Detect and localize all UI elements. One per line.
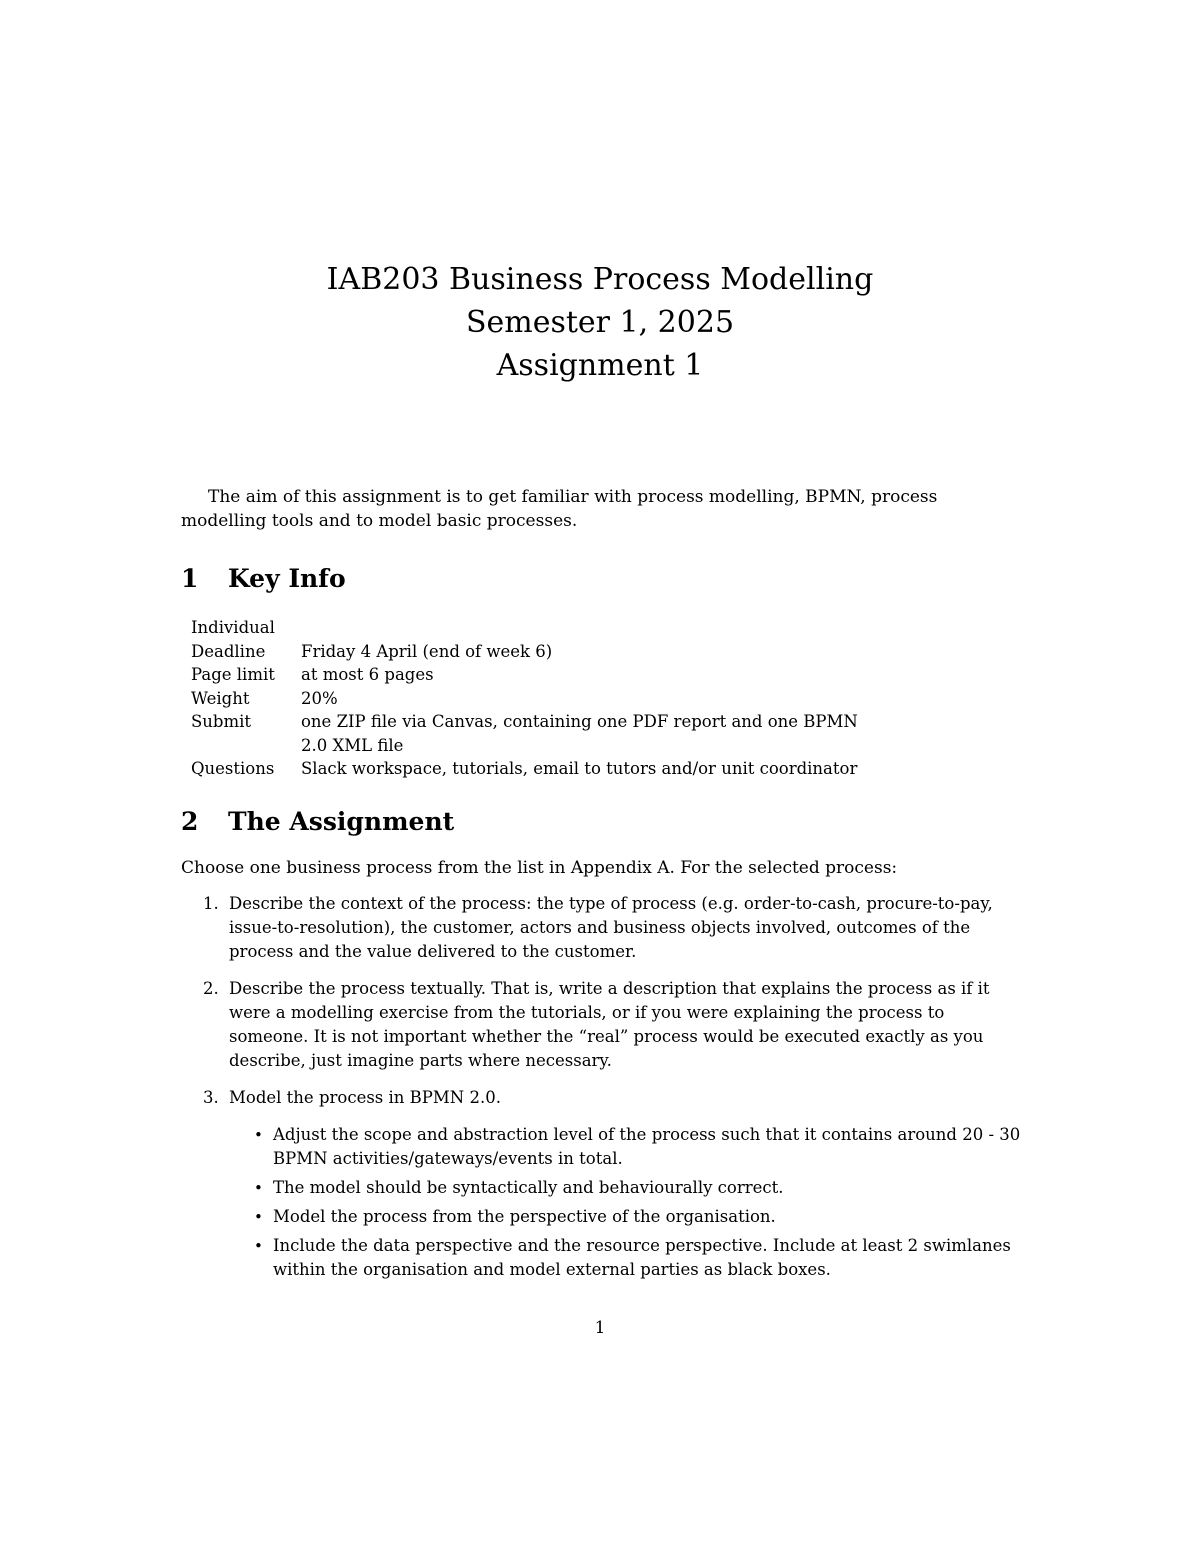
key-info-label: Individual — [191, 618, 275, 637]
table-row — [191, 616, 861, 640]
key-info-value: Friday 4 April (end of week 6) — [301, 641, 553, 661]
list-item-number: 3. — [203, 1088, 219, 1107]
table-row — [191, 757, 861, 781]
key-info-value: at most 6 pages — [301, 665, 434, 684]
section-heading-key-info — [181, 564, 346, 594]
key-info-value: Slack workspace, tutorials, email to tutors and/or unit coordinator — [301, 759, 858, 778]
section-number: 1 — [181, 564, 199, 593]
list-item — [181, 1086, 1023, 1282]
model-requirements-list — [229, 1123, 1023, 1282]
key-info-label: Deadline — [191, 641, 266, 661]
assignment-lead-paragraph: Choose one business process from the list in Appendix A. For the selected process: — [181, 858, 898, 878]
key-info-label: Submit — [191, 712, 252, 731]
list-item — [181, 977, 1023, 1073]
bullet-item — [229, 1123, 1023, 1171]
section-number: 2 — [181, 807, 199, 836]
document-title — [0, 258, 1200, 387]
list-item-text: Describe the process textually. That is, write a description that explains the process as if it were a modelling exercise from the tutorials, or if you were explaining the process to someone. It is not important whether the “real” process would be executed exactly as you describe, just imagine parts where necessary. — [229, 979, 990, 1070]
semester-title: Semester 1, 2025 — [465, 305, 735, 340]
table-row — [191, 687, 861, 711]
bullet-icon: • — [254, 1237, 263, 1255]
section-heading-assignment — [181, 807, 454, 837]
list-item-number: 1. — [203, 894, 219, 913]
key-info-label: Weight — [191, 688, 250, 708]
bullet-item-text: Adjust the scope and abstraction level of the process such that it contains around 20 - 30 BPMN activities/gateways/events in total. — [273, 1125, 1021, 1168]
key-info-value — [301, 616, 861, 640]
table-row — [191, 663, 861, 687]
key-info-value: one ZIP file via Canvas, containing one PDF report and one BPMN 2.0 XML file — [301, 712, 858, 755]
assignment-title: Assignment 1 — [496, 348, 704, 383]
list-item — [181, 892, 1023, 964]
list-item-text: Describe the context of the process: the type of process (e.g. order-to-cash, procure-to-pay, issue-to-resolution), the customer, actors and business objects involved, outcomes of the process and the value delivered to the customer. — [229, 894, 993, 961]
bullet-icon: • — [254, 1208, 263, 1226]
list-item-number: 2. — [203, 979, 219, 998]
intro-paragraph: The aim of this assignment is to get familiar with process modelling, BPMN, process modelling tools and to model basic processes. — [181, 487, 938, 531]
page-number: 1 — [594, 1318, 606, 1338]
list-item-text: Model the process in BPMN 2.0. — [229, 1088, 501, 1107]
table-row — [191, 710, 861, 757]
key-info-label: Page limit — [191, 665, 275, 684]
bullet-item-text: Model the process from the perspective of the organisation. — [273, 1207, 776, 1226]
section-title: The Assignment — [228, 807, 455, 836]
table-row — [191, 640, 861, 664]
assignment-task-list — [181, 892, 1023, 1295]
key-info-value: 20% — [301, 688, 338, 708]
bullet-item-text: The model should be syntactically and behaviourally correct. — [273, 1178, 784, 1197]
bullet-item — [229, 1205, 1023, 1229]
key-info-label: Questions — [191, 759, 275, 778]
bullet-item — [229, 1176, 1023, 1200]
section-title: Key Info — [228, 564, 346, 593]
bullet-item-text: Include the data perspective and the resource perspective. Include at least 2 swimlanes within the organisation and model external parties as black boxes. — [273, 1236, 1011, 1279]
course-title: IAB203 Business Process Modelling — [326, 262, 874, 297]
bullet-icon: • — [254, 1179, 263, 1197]
key-info-table — [191, 616, 861, 781]
bullet-icon: • — [254, 1126, 263, 1144]
bullet-item — [229, 1234, 1023, 1282]
